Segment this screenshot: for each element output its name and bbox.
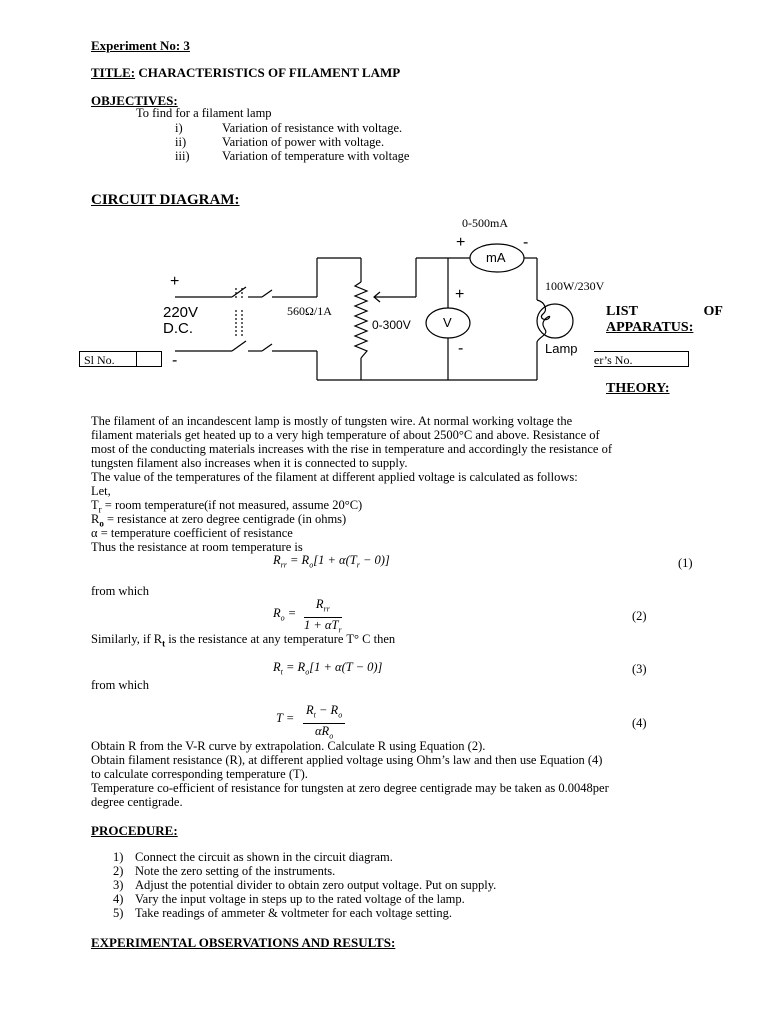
objective-num: i) — [175, 121, 183, 135]
title-label: TITLE: — [91, 65, 136, 80]
equation-1: $R_{rr} = R_o[1 + \alpha(T_r - 0)]$ — [273, 553, 390, 570]
equation-number: (3) — [632, 662, 647, 676]
def-symbol: R — [91, 512, 100, 526]
results-heading: EXPERIMENTAL OBSERVATIONS AND RESULTS: — [91, 935, 396, 950]
obtain-line: Obtain filament resistance (R), at different applied voltage using Ohm’s law and then use Equation (4) — [91, 753, 603, 767]
ammeter-plus: + — [456, 234, 466, 251]
experiment-number: Experiment No: 3 — [91, 38, 190, 53]
procedure-step — [91, 878, 496, 892]
objective-num: iii) — [175, 149, 190, 163]
equation-number: (4) — [632, 716, 647, 730]
supply-voltage: 220V — [163, 304, 199, 321]
similarly-line: Similarly, if $R_t$ is the resistance at any temperature T° C then — [91, 632, 396, 649]
table-header-slno: Sl No. — [84, 353, 115, 367]
step-number: 5) — [113, 906, 124, 920]
ammeter-minus: - — [523, 234, 529, 251]
supply-type: D.C. — [163, 320, 193, 337]
procedure-step — [91, 892, 496, 906]
equation-2-fraction: $R_{rr}$ $1 + \alpha T_r$ — [304, 597, 342, 634]
def-text: = room temperature(if not measured, assume 20°C) — [101, 498, 363, 512]
theory-line: most of the conducting materials increases with the rise in temperature and accordingly the resistance of — [91, 442, 612, 456]
procedure-step — [91, 850, 496, 864]
def-subscript: r — [98, 504, 102, 515]
theory-line: The value of the temperatures of the filament at different applied voltage is calculated as follows: — [91, 470, 578, 484]
let-line: Let, — [91, 484, 111, 498]
theory-heading: THEORY: — [606, 381, 670, 396]
procedure-list — [91, 850, 496, 920]
def-symbol: α — [91, 526, 98, 540]
procedure-heading: PROCEDURE: — [91, 823, 178, 838]
similarly-text: is the resistance at any temperature T° C then — [165, 632, 396, 646]
voltmeter-range: 0-300V — [372, 318, 411, 332]
apparatus-word: OF — [703, 304, 723, 319]
apparatus-word: LIST — [606, 304, 638, 319]
step-number: 3) — [113, 878, 124, 892]
circuit-heading: CIRCUIT DIAGRAM: — [91, 192, 240, 208]
from-which: from which — [91, 584, 149, 598]
theory-line: filament materials get heated up to a very high temperature of about 2500°C and above. Resistance of — [91, 428, 600, 442]
step-number: 4) — [113, 892, 124, 906]
obtain-line: Obtain R from the V-R curve by extrapolation. Calculate R using Equation (2). — [91, 739, 486, 753]
title-text: CHARACTERISTICS OF FILAMENT LAMP — [138, 65, 401, 80]
step-text: Vary the input voltage in steps up to the rated voltage of the lamp. — [135, 892, 465, 906]
from-which: from which — [91, 678, 149, 692]
step-number: 1) — [113, 850, 124, 864]
procedure-step — [91, 906, 496, 920]
equation-4-lhs: T = — [276, 711, 295, 725]
equation-3: $R_t = R_o[1 + \alpha(T - 0)]$ — [273, 660, 383, 677]
step-text: Note the zero setting of the instruments. — [135, 864, 336, 878]
similarly-text: Similarly, if R — [91, 632, 163, 646]
def-symbol: T — [91, 498, 99, 512]
def-text: = temperature coefficient of resistance — [97, 526, 293, 540]
voltmeter-minus: - — [458, 340, 464, 357]
equation-number: (1) — [678, 556, 693, 570]
thus-line: Thus the resistance at room temperature is — [91, 540, 303, 554]
supply-plus: + — [170, 273, 180, 290]
obtain-line: degree centigrade. — [91, 795, 183, 809]
theory-paragraph — [91, 414, 723, 484]
step-text: Take readings of ammeter & voltmeter for each voltage setting. — [135, 906, 453, 920]
obtain-paragraph — [91, 739, 723, 809]
objectives-intro: To find for a filament lamp — [136, 106, 272, 120]
objective-text: Variation of resistance with voltage. — [222, 121, 403, 135]
equation-number: (2) — [632, 609, 647, 623]
step-text: Adjust the potential divider to obtain zero output voltage. Put on supply. — [135, 878, 497, 892]
table-cell-slno — [79, 351, 162, 367]
supply-minus: - — [172, 352, 178, 369]
lamp-label: Lamp — [545, 341, 578, 356]
table-cell-makers — [594, 351, 689, 367]
apparatus-word: APPARATUS: — [606, 320, 694, 335]
procedure-step — [91, 864, 496, 878]
objective-text: Variation of power with voltage. — [222, 135, 385, 149]
rheostat-rating: 560Ω/1A — [287, 304, 332, 318]
table-header-makers: er’s No. — [594, 353, 633, 367]
lamp-rating: 100W/230V — [545, 279, 605, 293]
step-number: 2) — [113, 864, 124, 878]
ammeter-range: 0-500mA — [462, 216, 508, 230]
equation-4-fraction: $R_t - R_o$ $\alpha R_o$ — [303, 703, 345, 743]
definition-alpha — [91, 526, 293, 540]
obtain-line: Temperature co-efficient of resistance for tungsten at zero degree centigrade may be taken as 0.0048per — [91, 781, 609, 795]
voltmeter-label: V — [443, 315, 452, 330]
step-text: Connect the circuit as shown in the circuit diagram. — [135, 850, 393, 864]
def-text: = resistance at zero degree centigrade (in ohms) — [103, 512, 347, 526]
equation-2-lhs: $R_o$ = — [273, 606, 297, 623]
objectives-heading: OBJECTIVES: — [91, 93, 178, 108]
theory-line: tungsten filament also increases when it is connected to supply. — [91, 456, 408, 470]
obtain-line: to calculate corresponding temperature (T). — [91, 767, 308, 781]
ammeter-label: mA — [486, 250, 506, 265]
objective-text: Variation of temperature with voltage — [222, 149, 410, 163]
voltmeter-plus: + — [455, 286, 465, 303]
theory-line: The filament of an incandescent lamp is mostly of tungsten wire. At normal working voltage the — [91, 414, 573, 428]
def-subscript: o — [99, 518, 104, 529]
objective-num: ii) — [175, 135, 187, 149]
